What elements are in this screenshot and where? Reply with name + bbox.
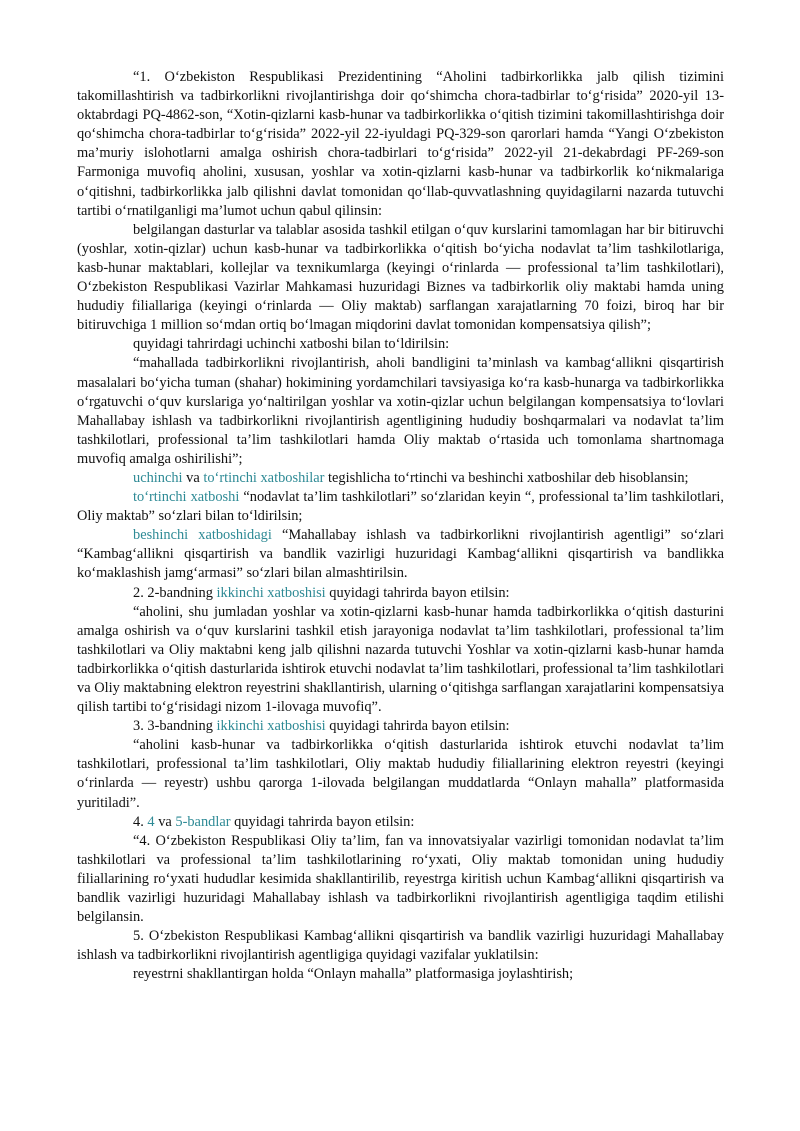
paragraph-text: “aholini kasb-hunar va tadbirkorlikka o‘qitish dasturlarida ishtirok etuvchi nodavlat ta’lim tashkilotlari, professional ta’lim tashkilotlari, Oliy maktab hududiy filiallarining elektron reyestri (keyingi o‘rinlarda — reyestr) ushbu qarorga 1-ilovada belgilangan muddatlarda “Onlayn mahalla” platformasida yuritiladi”. xyxy=(77,737,724,811)
paragraph-text: “1. O‘zbekiston Respublikasi Prezidentining “Aholini tadbirkorlikka jalb qilish tizimini takomillashtirish va tadbirkorlikni rivojlantirishga doir qo‘shimcha chora-tadbirlar to‘g‘risida” 2020-yil 13-oktabrdagi PQ-4862-son, “Xotin-qizlarni kasb-hunar va tadbirkorlikka o‘qitish tizimini takomillashtirishga doir qo‘shimcha chora-tadbirlar to‘g‘risida” 2022-yil 22-iyuldagi PQ-329-son qarorlari hamda “Yangi O‘zbekiston ma’muriy islohotlarni amalga oshirish chora-tadbirlari to‘g‘risida” 2022-yil 21-dekabrdagi PF-269-son Farmoniga muvofiq aholini, xususan, yoshlar va xotin-qizlarni kasb-hunar va tadbirkorlik ko‘nikmalariga o‘qitishni, tadbirkorlikka jalb qilishni davlat tomonidan qo‘llab-quvvatlashning quyidagilarni nazarda tutuvchi tartibi o‘rnatilganligi ma’lumot uchun qabul qilinsin: xyxy=(77,69,724,219)
paragraph-text: 5. O‘zbekiston Respublikasi Kambag‘allikni qisqartirish va bandlik vazirligi huzuridagi Mahallabay ishlash va tadbirkorlikni rivojlantirish agentligiga quyidagi vazifalar yuklatilsin: xyxy=(77,928,724,964)
document-body xyxy=(77,68,724,985)
paragraph-text: 2. 2-bandning xyxy=(133,584,217,601)
paragraph xyxy=(77,584,724,603)
paragraph-text: va xyxy=(154,813,176,830)
paragraph-text: quyidagi tahrirda bayon etilsin: xyxy=(325,584,510,601)
paragraph-text: 4. xyxy=(133,813,148,830)
paragraph-text: belgilangan dasturlar va talablar asosida tashkil etilgan o‘quv kurslarini tamomlagan har bir bitiruvchi (yoshlar, xotin-qizlar) uchun kasb-hunar va tadbirkorlikka o‘qitish bo‘yicha nodavlat ta’lim tashkilotlariga, kasb-hunar maktablari, kollejlar va texnikumlarga (keyingi o‘rinlarda — professional ta’lim tashkilotlari), O‘zbekiston Respublikasi Vazirlar Mahkamasi huzuridagi Biznes va tadbirkorlik oliy maktabi hamda uning hududiy filiallariga (keyingi o‘rinlarda — Oliy maktab) sarflangan xarajatlarning 70 foizi, biroq har bir bitiruvchiga 1 million so‘mdan ortiq bo‘lmagan miqdorini davlat tomonidan kompensatsiya qilish”; xyxy=(77,221,724,334)
paragraph-text: “Mahallabay ishlash va tadbirkorlikni rivojlantirish agentligi” so‘zlari “Kambag‘allikni qisqartirish va bandlik vazirligi huzuridagi Kambag‘allikni qisqartirish va bandlikka ko‘maklashish jamg‘armasi” so‘zlari bilan almashtirilsin. xyxy=(77,527,724,582)
paragraph-text: quyidagi tahrirdagi uchinchi xatboshi bilan to‘ldirilsin: xyxy=(133,336,450,353)
paragraph xyxy=(77,717,724,736)
paragraph-text: va xyxy=(182,469,204,486)
paragraph xyxy=(77,526,724,583)
reference-link[interactable]: 4 xyxy=(147,813,155,830)
paragraph xyxy=(77,335,724,354)
paragraph-text: quyidagi tahrirda bayon etilsin: xyxy=(325,718,510,735)
paragraph xyxy=(77,68,724,221)
paragraph-text: “aholini, shu jumladan yoshlar va xotin-qizlarni kasb-hunar hamda tadbirkorlikka o‘qitish dasturini amalga oshirish va o‘quv kurslarini tashkil etish jarayoniga nodavlat ta’lim tashkilotlari, professional ta’lim tashkilotlari va Oliy maktabni keng jalb qilishni nazarda tutuvchi Yoshlar va xotin-qizlarni kasb-hunar hamda tadbirkorlikka o‘qitish dasturlarida ishtirok etuvchi nodavlat ta’lim tashkilotlari, professional ta’lim tashkilotlari va Oliy maktabning elektron reyestrini shakllantirish, ularning o‘qitishga sarflangan xarajatlarini kompensatsiya qilish tartibi to‘g‘risidagi nizom 1-ilovaga muvofiq”. xyxy=(77,603,724,716)
reference-link[interactable]: beshinchi xatboshidagi xyxy=(133,527,272,544)
paragraph-text: quyidagi tahrirda bayon etilsin: xyxy=(230,813,415,830)
paragraph xyxy=(77,488,724,526)
paragraph xyxy=(77,927,724,965)
paragraph xyxy=(77,832,724,927)
paragraph-text: reyestrni shakllantirgan holda “Onlayn mahalla” platformasiga joylashtirish; xyxy=(133,966,574,983)
paragraph-text: “nodavlat ta’lim tashkilotlari” so‘zlaridan keyin “, professional ta’lim tashkilotlari, Oliy maktab” so‘zlari bilan to‘ldirilsin; xyxy=(77,489,724,525)
paragraph-text: “4. O‘zbekiston Respublikasi Oliy ta’lim, fan va innovatsiyalar vazirligi tomonidan nodavlat ta’lim tashkilotlari va professional ta’lim tashkilotlarining ro‘yxati, Oliy maktab tomonidan uning hududiy filiallarining ro‘yxati hududlar kesimida shakllantirilib, reyestrga kiritish uchun Kambag‘allikni qisqartirish va bandlik vazirligi huzuridagi Mahallabay ishlash va tadbirkorlikni rivojlantirish agentligiga taqdim etilishi belgilansin. xyxy=(77,832,724,926)
paragraph-text: tegishlicha to‘rtinchi va beshinchi xatboshilar deb hisoblansin; xyxy=(324,469,689,486)
reference-link[interactable]: to‘rtinchi xatboshilar xyxy=(203,469,325,486)
reference-link[interactable]: 5-bandlar xyxy=(175,813,231,830)
paragraph xyxy=(77,813,724,832)
paragraph xyxy=(77,469,724,488)
reference-link[interactable]: ikkinchi xatboshisi xyxy=(216,584,326,601)
reference-link[interactable]: to‘rtinchi xatboshi xyxy=(133,489,240,506)
paragraph xyxy=(77,603,724,718)
paragraph-text: “mahallada tadbirkorlikni rivojlantirish, aholi bandligini ta’minlash va kambag‘allikni qisqartirish masalalari bo‘yicha tuman (shahar) hokimining yordamchilari tavsiyasiga ko‘ra kasb-hunarga va tadbirkorlikka o‘rgatuvchi o‘quv kurslariga yo‘naltirilgan yoshlar va xotin-qizlar uchun belgilangan kompensatsiya to‘lovlari Mahallabay ishlash va tadbirkorlikni rivojlantirish agentligining hududiy boshqarmalari va nodavlat ta’lim tashkilotlari, professional ta’lim tashkilotlari hamda Oliy maktab o‘rtasida uch tomonlama shartnomaga muvofiq amalga oshirilishi”; xyxy=(77,355,724,467)
reference-link[interactable]: ikkinchi xatboshisi xyxy=(216,718,326,735)
paragraph-text: 3. 3-bandning xyxy=(133,718,217,735)
paragraph xyxy=(77,736,724,812)
paragraph xyxy=(77,965,724,984)
paragraph xyxy=(77,221,724,336)
reference-link[interactable]: uchinchi xyxy=(133,469,183,486)
paragraph xyxy=(77,354,724,469)
